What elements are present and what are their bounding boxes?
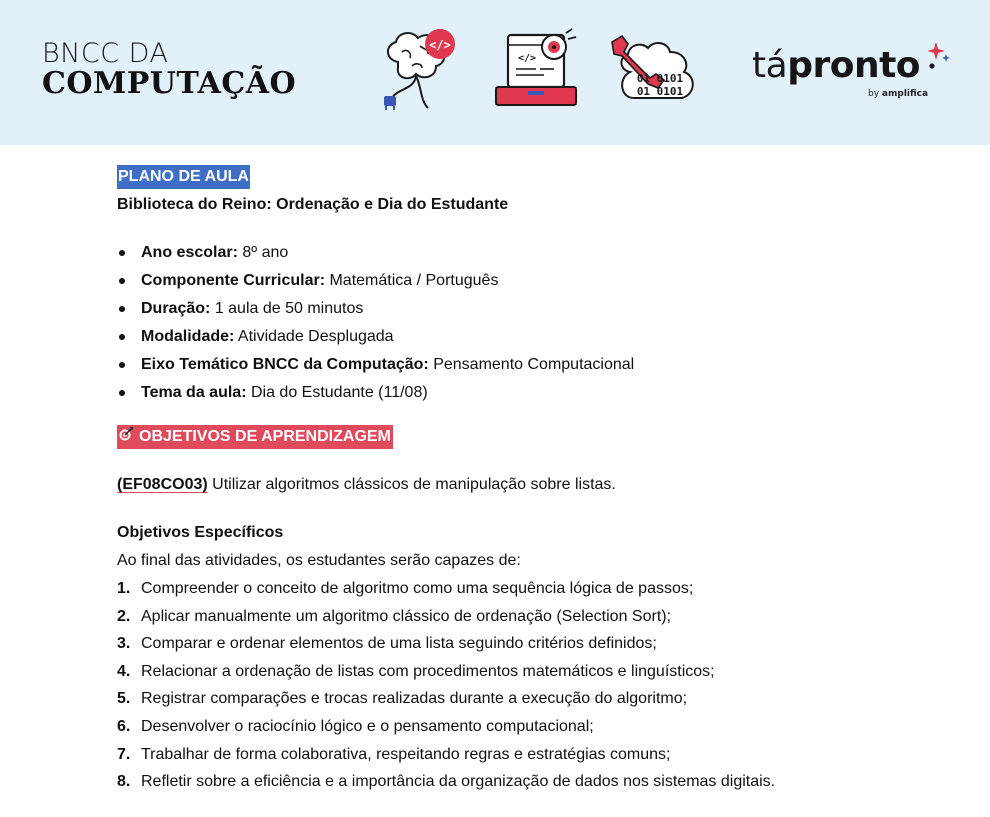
target-dart-icon (119, 426, 133, 448)
list-item (117, 355, 967, 375)
laptop-code-eye-icon (494, 25, 584, 118)
logo-bold-text: pronto (787, 45, 921, 86)
wrench-cloud-binary-icon (608, 32, 708, 115)
item-text: Registrar comparações e trocas realizadas durante a execução do algoritmo; (141, 690, 688, 708)
logo-company: amplifica (881, 89, 929, 99)
item-number: 7. (117, 745, 131, 763)
list-item (117, 383, 967, 403)
item-text: Relacionar a ordenação de listas com procedimentos matemáticos e linguísticos; (141, 662, 715, 680)
fact-value: Pensamento Computacional (433, 356, 635, 373)
list-item (117, 299, 967, 319)
list-item (117, 772, 967, 792)
fact-value: Atividade Desplugada (237, 328, 394, 345)
bncc-code-text: Utilizar algoritmos clássicos de manipulação sobre listas. (212, 476, 616, 493)
objectives-label-text: OBJETIVOS DE APRENDIZAGEM (139, 428, 391, 445)
item-number: 6. (117, 717, 131, 735)
list-item (117, 717, 967, 737)
list-item (117, 634, 967, 654)
fact-value: Dia do Estudante (11/08) (250, 384, 428, 401)
item-text: Desenvolver o raciocínio lógico e o pensamento computacional; (141, 717, 594, 735)
list-item (117, 327, 967, 347)
brain-code-icon (376, 28, 466, 118)
specific-objectives-list (117, 579, 967, 792)
item-number: 1. (117, 580, 131, 597)
item-number: 3. (117, 635, 131, 653)
fact-value: Matemática / Português (329, 272, 499, 289)
item-text: Compreender o conceito de algoritmo como uma sequência lógica de passos; (141, 580, 694, 597)
item-text: Trabalhar de forma colaborativa, respeitando regras e estratégias comuns; (141, 745, 671, 763)
fact-label: Duração: (141, 300, 211, 317)
fact-value: 8º ano (242, 244, 289, 261)
logo-byline (868, 89, 928, 99)
item-number: 4. (117, 662, 131, 680)
brand-top-text: BNCC DA (42, 38, 169, 69)
bncc-objective (117, 475, 967, 495)
list-item (117, 662, 967, 682)
bncc-brand (42, 40, 296, 99)
item-text: Comparar e ordenar elementos de uma lista seguindo critérios definidos; (141, 635, 657, 653)
item-text: Aplicar manualmente um algoritmo clássico de ordenação (Selection Sort); (141, 607, 672, 625)
objectives-label (117, 425, 393, 449)
list-item (117, 607, 967, 627)
specific-objectives-intro: Ao final das atividades, os estudantes serão capazes de: (117, 552, 521, 569)
plan-label: PLANO DE AULA (117, 165, 250, 189)
ta-pronto-logo (752, 45, 929, 99)
fact-label: Tema da aula: (141, 384, 247, 401)
specific-objectives-title: Objetivos Específicos (117, 524, 284, 541)
fact-label: Ano escolar: (141, 244, 238, 261)
item-text: Refletir sobre a eficiência e a importância da organização de dados nos sistemas digitais. (141, 773, 776, 791)
brand-bottom-text: COMPUTAÇÃO (42, 66, 297, 101)
binary-line-2: 01 0101 (636, 85, 684, 98)
lesson-title: Biblioteca do Reino: Ordenação e Dia do Estudante (117, 196, 509, 213)
svg-text:</>: </> (429, 38, 451, 52)
logo-light-text: tá (752, 45, 788, 86)
list-item (117, 689, 967, 709)
fact-label: Modalidade: (141, 328, 235, 345)
fact-value: 1 aula de 50 minutos (214, 300, 364, 317)
fact-label: Eixo Temático BNCC da Computação: (141, 356, 429, 373)
lesson-plan-content (117, 165, 967, 800)
lesson-facts-list (117, 243, 967, 403)
logo-by: by (868, 89, 880, 99)
fact-label: Componente Curricular: (141, 272, 326, 289)
item-number: 5. (117, 690, 131, 708)
item-number: 2. (117, 607, 131, 625)
header-banner (0, 0, 990, 145)
list-item (117, 579, 967, 599)
svg-text:</>: </> (518, 53, 537, 64)
list-item (117, 271, 967, 291)
sparkle-icon (928, 42, 952, 77)
item-number: 8. (117, 773, 131, 791)
bncc-code: (EF08CO03) (117, 476, 208, 493)
list-item (117, 745, 967, 765)
binary-line-1: 01 0101 (636, 72, 684, 85)
list-item (117, 243, 967, 263)
